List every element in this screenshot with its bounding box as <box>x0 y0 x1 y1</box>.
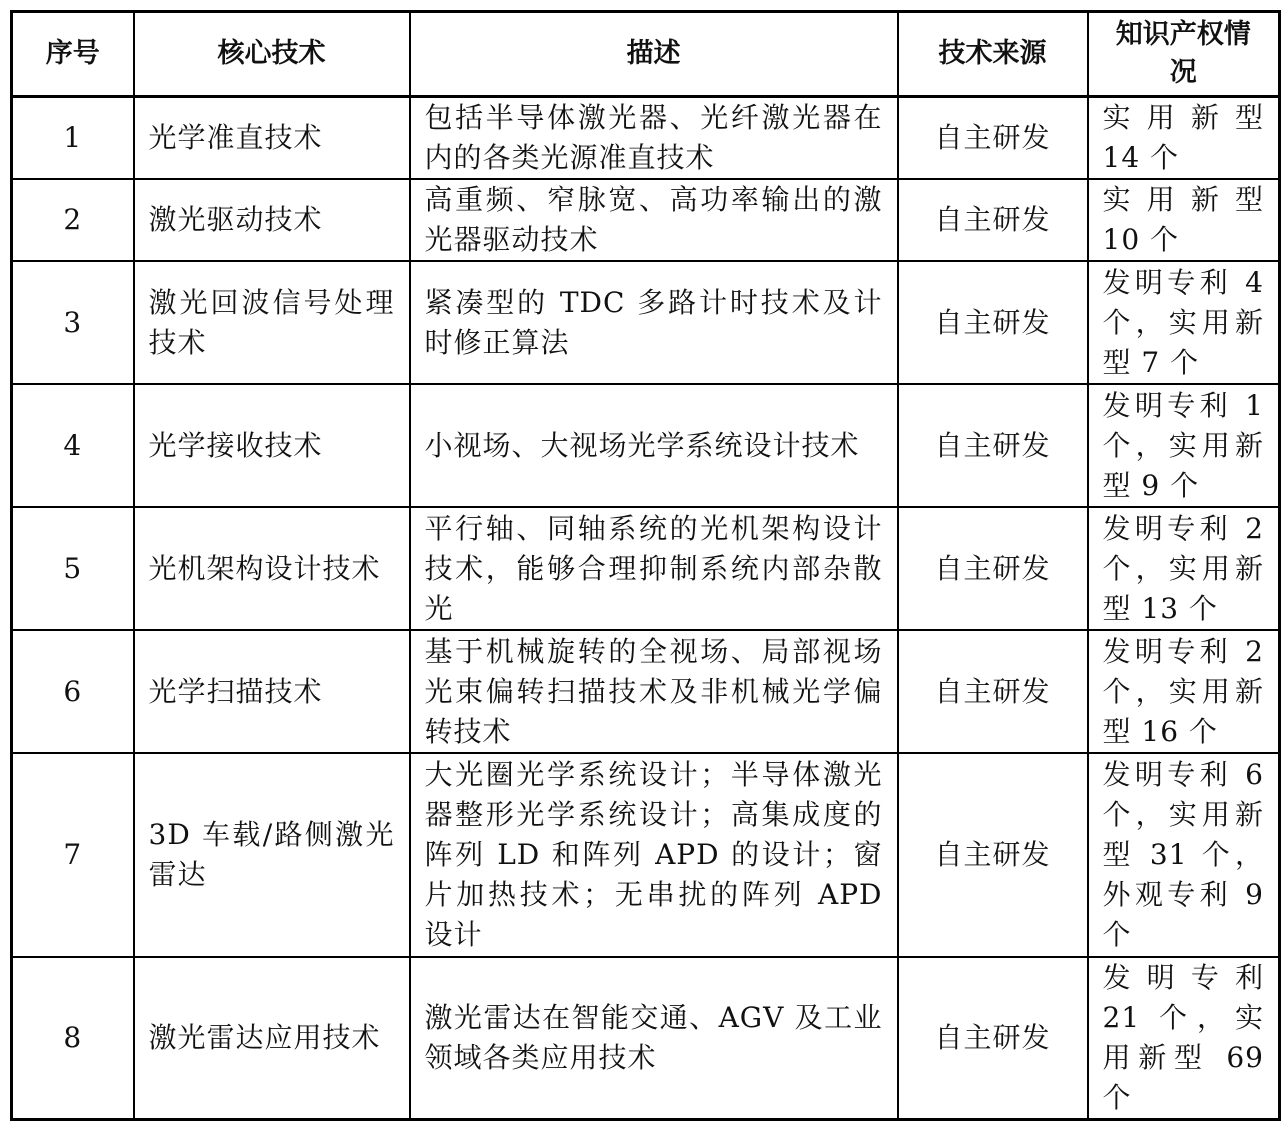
core-technology-table <box>10 10 1281 1121</box>
cell-core-tech: 光学准直技术 <box>134 97 410 180</box>
cell-seq: 6 <box>12 630 134 753</box>
header-description: 描述 <box>410 12 898 97</box>
cell-core-tech: 光学接收技术 <box>134 384 410 507</box>
cell-core-tech: 3D 车载/路侧激光雷达 <box>134 753 410 957</box>
cell-seq: 8 <box>12 957 134 1120</box>
cell-description: 平行轴、同轴系统的光机架构设计技术，能够合理抑制系统内部杂散光 <box>410 507 898 630</box>
table-row <box>12 753 1280 957</box>
table-header <box>12 12 1280 97</box>
table-row <box>12 97 1280 180</box>
table-body <box>12 97 1280 1120</box>
cell-tech-source: 自主研发 <box>898 179 1088 261</box>
cell-seq: 5 <box>12 507 134 630</box>
cell-tech-source: 自主研发 <box>898 957 1088 1120</box>
cell-tech-source: 自主研发 <box>898 97 1088 180</box>
header-ip-status: 知识产权情况 <box>1088 12 1280 97</box>
cell-core-tech: 激光雷达应用技术 <box>134 957 410 1120</box>
cell-ip-status: 发 明 专 利 21 个，实用新型 69 个 <box>1088 957 1280 1120</box>
header-row <box>12 12 1280 97</box>
cell-ip-status: 实 用 新 型 10 个 <box>1088 179 1280 261</box>
cell-seq: 3 <box>12 261 134 384</box>
table-row <box>12 261 1280 384</box>
cell-description: 包括半导体激光器、光纤激光器在内的各类光源准直技术 <box>410 97 898 180</box>
cell-core-tech: 光机架构设计技术 <box>134 507 410 630</box>
cell-ip-status: 发明专利 2 个，实用新型 13 个 <box>1088 507 1280 630</box>
cell-description: 高重频、窄脉宽、高功率输出的激光器驱动技术 <box>410 179 898 261</box>
table-row <box>12 384 1280 507</box>
cell-tech-source: 自主研发 <box>898 384 1088 507</box>
cell-tech-source: 自主研发 <box>898 507 1088 630</box>
cell-seq: 7 <box>12 753 134 957</box>
cell-description: 紧凑型的 TDC 多路计时技术及计时修正算法 <box>410 261 898 384</box>
table-row <box>12 179 1280 261</box>
cell-description: 大光圈光学系统设计；半导体激光器整形光学系统设计；高集成度的阵列 LD 和阵列 APD 的设计；窗片加热技术；无串扰的阵列 APD 设计 <box>410 753 898 957</box>
header-seq: 序号 <box>12 12 134 97</box>
cell-description: 激光雷达在智能交通、AGV 及工业领域各类应用技术 <box>410 957 898 1120</box>
cell-tech-source: 自主研发 <box>898 261 1088 384</box>
cell-seq: 1 <box>12 97 134 180</box>
cell-ip-status: 发明专利 4 个，实用新型 7 个 <box>1088 261 1280 384</box>
cell-ip-status: 发明专利 6 个，实用新型 31 个，外观专利 9 个 <box>1088 753 1280 957</box>
cell-ip-status: 发明专利 1 个，实用新型 9 个 <box>1088 384 1280 507</box>
cell-seq: 4 <box>12 384 134 507</box>
cell-tech-source: 自主研发 <box>898 630 1088 753</box>
cell-core-tech: 激光回波信号处理技术 <box>134 261 410 384</box>
cell-core-tech: 激光驱动技术 <box>134 179 410 261</box>
table-row <box>12 630 1280 753</box>
cell-seq: 2 <box>12 179 134 261</box>
header-tech-source: 技术来源 <box>898 12 1088 97</box>
table-row <box>12 957 1280 1120</box>
cell-description: 基于机械旋转的全视场、局部视场光束偏转扫描技术及非机械光学偏转技术 <box>410 630 898 753</box>
cell-core-tech: 光学扫描技术 <box>134 630 410 753</box>
header-core-tech: 核心技术 <box>134 12 410 97</box>
cell-ip-status: 实 用 新 型 14 个 <box>1088 97 1280 180</box>
document-page <box>10 10 1281 1121</box>
cell-ip-status: 发明专利 2 个，实用新型 16 个 <box>1088 630 1280 753</box>
cell-tech-source: 自主研发 <box>898 753 1088 957</box>
cell-description: 小视场、大视场光学系统设计技术 <box>410 384 898 507</box>
table-row <box>12 507 1280 630</box>
